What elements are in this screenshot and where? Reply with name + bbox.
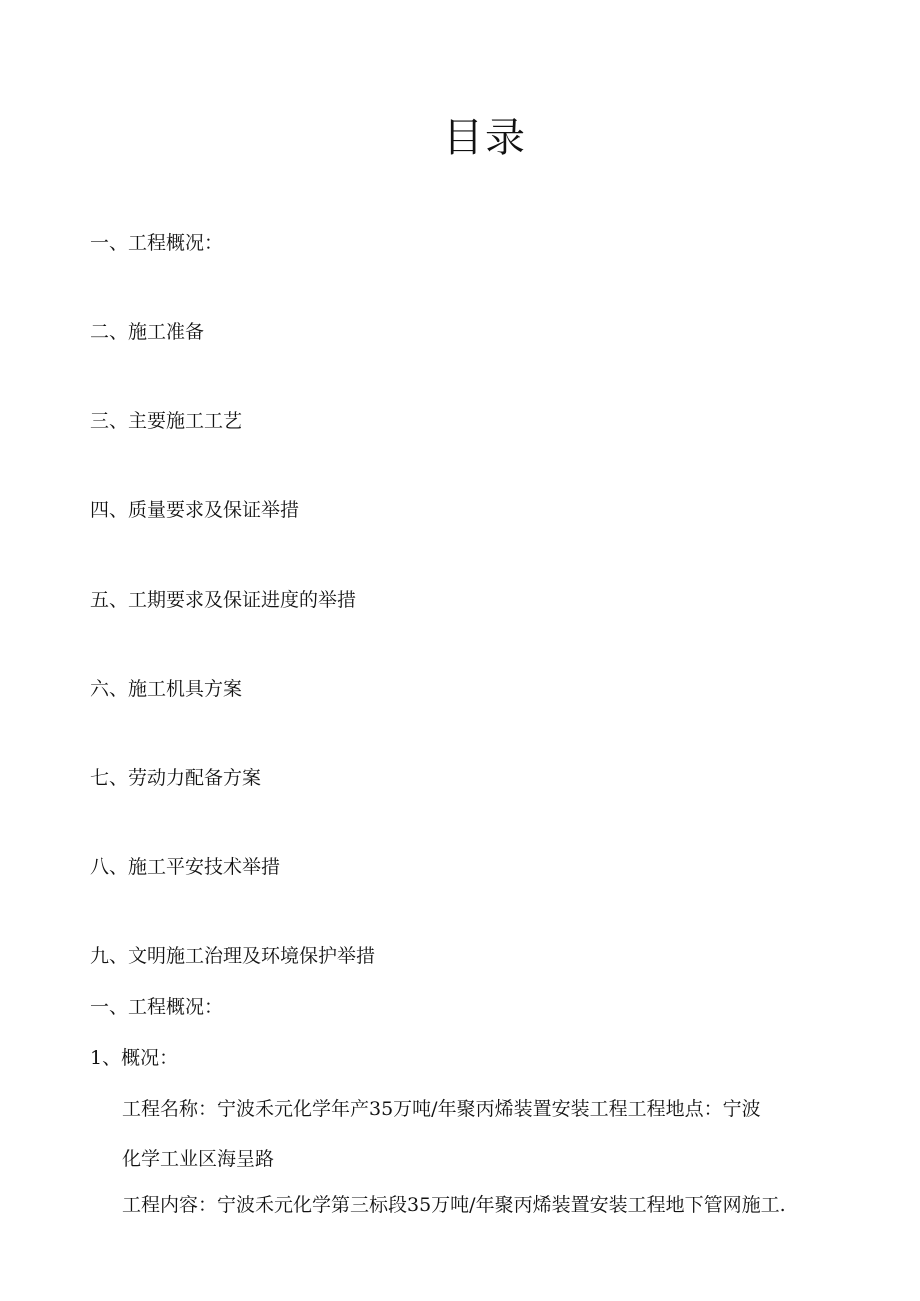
- toc-item-6: 六、施工机具方案: [90, 678, 243, 700]
- project-location-line: 化学工业区海呈路: [122, 1148, 275, 1170]
- toc-item-7: 七、劳动力配备方案: [90, 767, 262, 789]
- toc-item-2: 二、施工准备: [90, 321, 205, 343]
- page-title: 目录: [443, 115, 527, 161]
- project-content-line: 工程内容：宁波禾元化学第三标段35万吨/年聚丙烯装置安装工程地下管网施工.: [122, 1194, 786, 1216]
- project-name-line: 工程名称：宁波禾元化学年产35万吨/年聚丙烯装置安装工程工程地点：宁波: [122, 1098, 761, 1120]
- toc-item-9: 九、文明施工治理及环境保护举措: [90, 945, 376, 967]
- toc-item-8: 八、施工平安技术举措: [90, 856, 281, 878]
- sub-heading: 1、概况：: [90, 1047, 179, 1069]
- toc-item-3: 三、主要施工工艺: [90, 410, 243, 432]
- toc-item-4: 四、质量要求及保证举措: [90, 499, 300, 521]
- toc-item-1: 一、工程概况：: [90, 232, 224, 254]
- section-heading: 一、工程概况：: [90, 996, 224, 1018]
- toc-item-5: 五、工期要求及保证进度的举措: [90, 589, 357, 611]
